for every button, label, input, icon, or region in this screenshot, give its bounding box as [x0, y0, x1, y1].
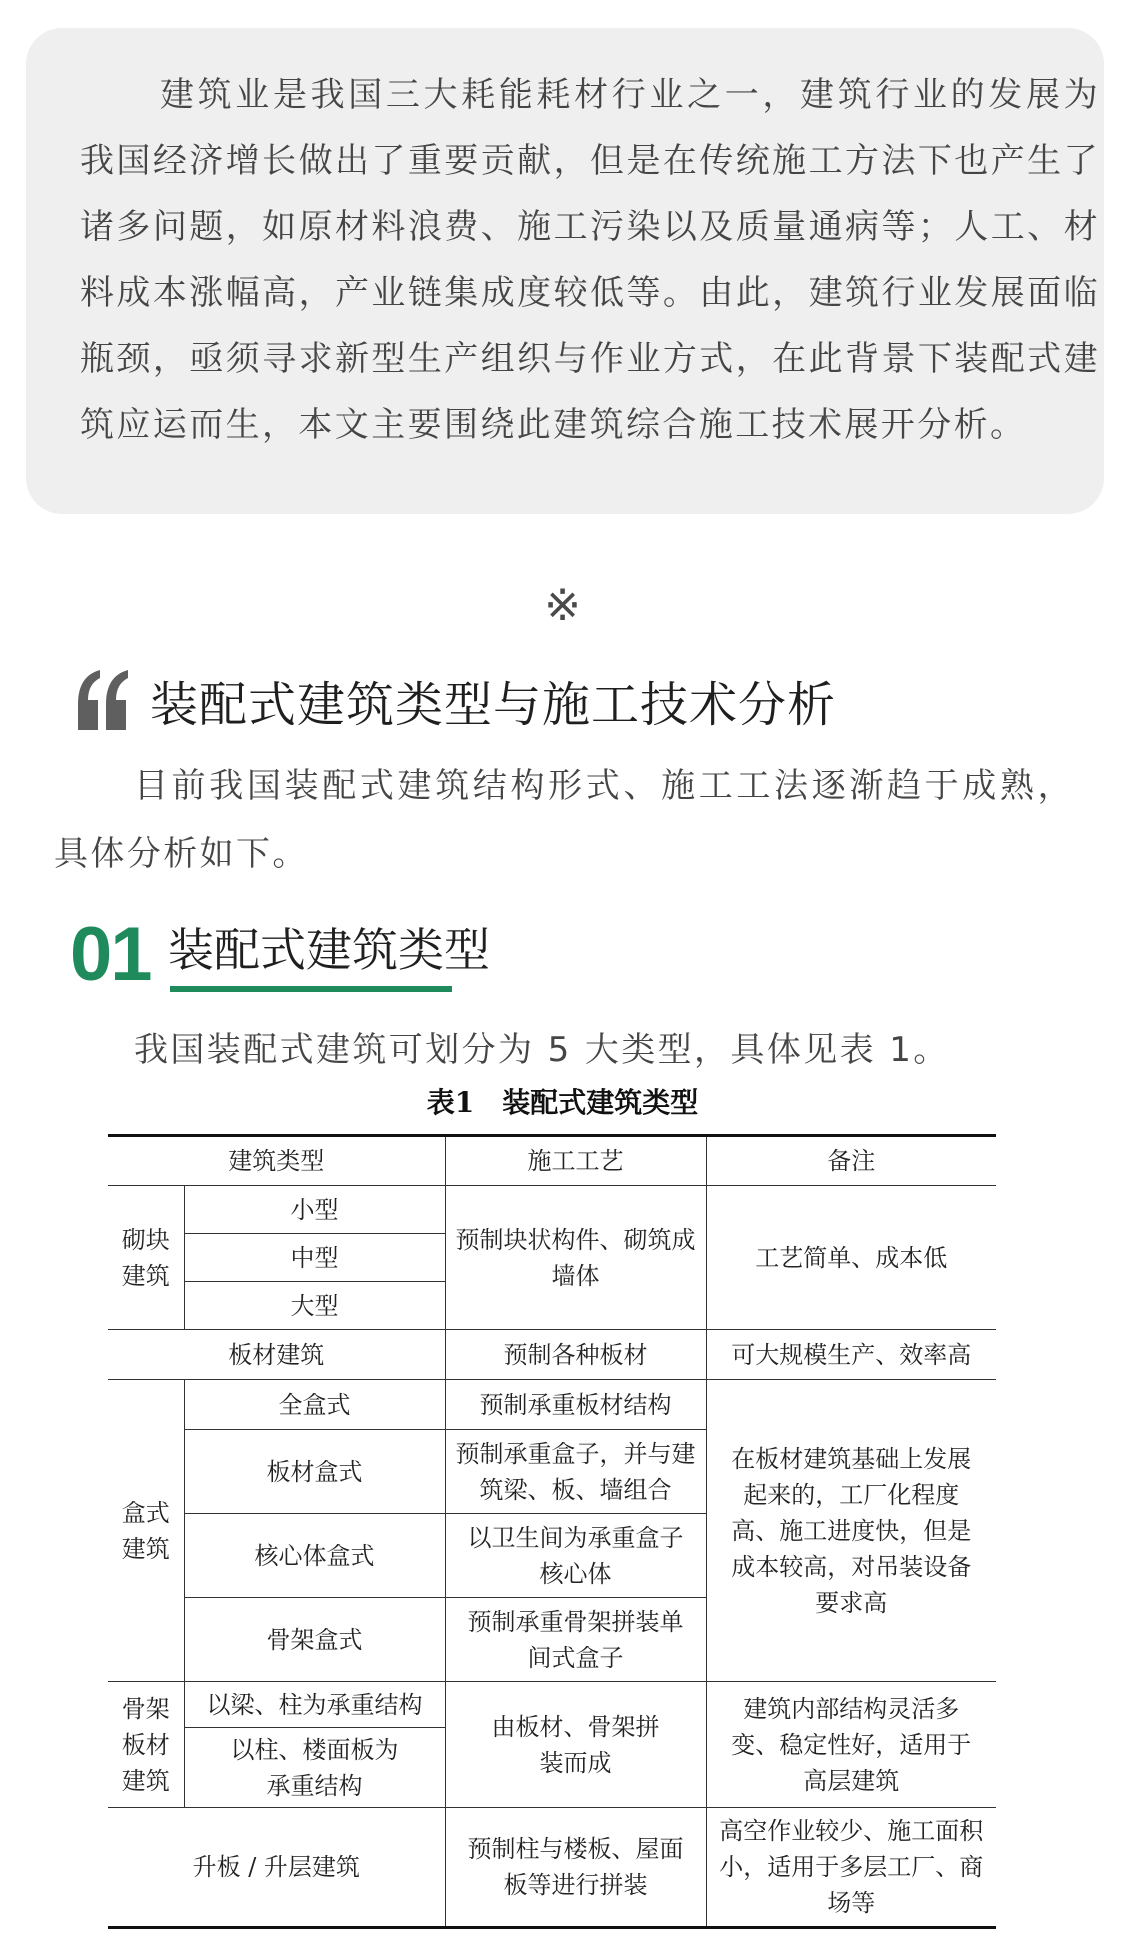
- note-cell: 在板材建筑基础上发展起来的，工厂化程度高、施工进度快，但是成本较高，对吊装设备要求高: [706, 1380, 996, 1682]
- subsection-number: 01: [70, 912, 151, 997]
- type-cell: 以柱、楼面板为承重结构: [184, 1728, 445, 1808]
- process-cell: 由板材、骨架拼装而成: [445, 1682, 706, 1808]
- category-cell: 升板 / 升层建筑: [108, 1808, 445, 1928]
- section-paragraph: 目前我国装配式建筑结构形式、施工工法逐渐趋于成熟，具体分析如下。: [54, 766, 1074, 874]
- process-cell: 以卫生间为承重盒子核心体: [445, 1514, 706, 1598]
- note-cell: 工艺简单、成本低: [706, 1186, 996, 1330]
- category-cell: 盒式建筑: [108, 1380, 184, 1682]
- table-header-row: [108, 1136, 996, 1186]
- header-cell-type: 建筑类型: [108, 1136, 445, 1186]
- section-title: 装配式建筑类型与施工技术分析: [150, 676, 837, 733]
- table-row: [108, 1380, 996, 1430]
- type-cell: 骨架盒式: [184, 1598, 445, 1682]
- table-row: [108, 1682, 996, 1728]
- subsection-underline: [170, 986, 452, 992]
- type-cell: 大型: [184, 1282, 445, 1330]
- note-cell: 建筑内部结构灵活多变、稳定性好，适用于高层建筑: [706, 1682, 996, 1808]
- category-cell: 砌块建筑: [108, 1186, 184, 1330]
- type-cell: 核心体盒式: [184, 1514, 445, 1598]
- header-cell-note: 备注: [706, 1136, 996, 1186]
- type-cell: 全盒式: [184, 1380, 445, 1430]
- table-row: [108, 1808, 996, 1928]
- intro-box: [26, 28, 1104, 514]
- table-row: [108, 1330, 996, 1380]
- process-cell: 预制块状构件、砌筑成墙体: [445, 1186, 706, 1330]
- subsection-paragraph: 我国装配式建筑可划分为 5 大类型，具体见表 1。: [134, 1030, 950, 1070]
- category-cell: 骨架板材建筑: [108, 1682, 184, 1808]
- type-cell: 以梁、柱为承重结构: [184, 1682, 445, 1728]
- type-cell: 板材盒式: [184, 1430, 445, 1514]
- section-heading: [74, 660, 836, 740]
- note-cell: 高空作业较少、施工面积小，适用于多层工厂、商场等: [706, 1808, 996, 1928]
- table-row: [108, 1186, 996, 1234]
- process-cell: 预制承重盒子，并与建筑梁、板、墙组合: [445, 1430, 706, 1514]
- type-cell: 中型: [184, 1234, 445, 1282]
- note-cell: 可大规模生产、效率高: [706, 1330, 996, 1380]
- quote-icon: [74, 670, 130, 730]
- type-cell: 小型: [184, 1186, 445, 1234]
- process-cell: 预制柱与楼板、屋面板等进行拼装: [445, 1808, 706, 1928]
- subsection-title: 装配式建筑类型: [168, 923, 490, 977]
- table-caption: 表1 装配式建筑类型: [426, 1086, 699, 1119]
- process-cell: 预制承重骨架拼装单间式盒子: [445, 1598, 706, 1682]
- building-types-table: [108, 1134, 996, 1929]
- intro-paragraph: 建筑业是我国三大耗能耗材行业之一，建筑行业的发展为我国经济增长做出了重要贡献，但是在传统施工方法下也产生了诸多问题，如原材料浪费、施工污染以及质量通病等；人工、材料成本涨幅高，产业链集成度较低等。由此，建筑行业发展面临瓶颈，亟须寻求新型生产组织与作业方式，在此背景下装配式建筑应运而生，本文主要围绕此建筑综合施工技术展开分析。: [80, 75, 1100, 445]
- header-cell-process: 施工工艺: [445, 1136, 706, 1186]
- process-cell: 预制承重板材结构: [445, 1380, 706, 1430]
- process-cell: 预制各种板材: [445, 1330, 706, 1380]
- section-divider: ※: [544, 580, 581, 631]
- category-cell: 板材建筑: [108, 1330, 445, 1380]
